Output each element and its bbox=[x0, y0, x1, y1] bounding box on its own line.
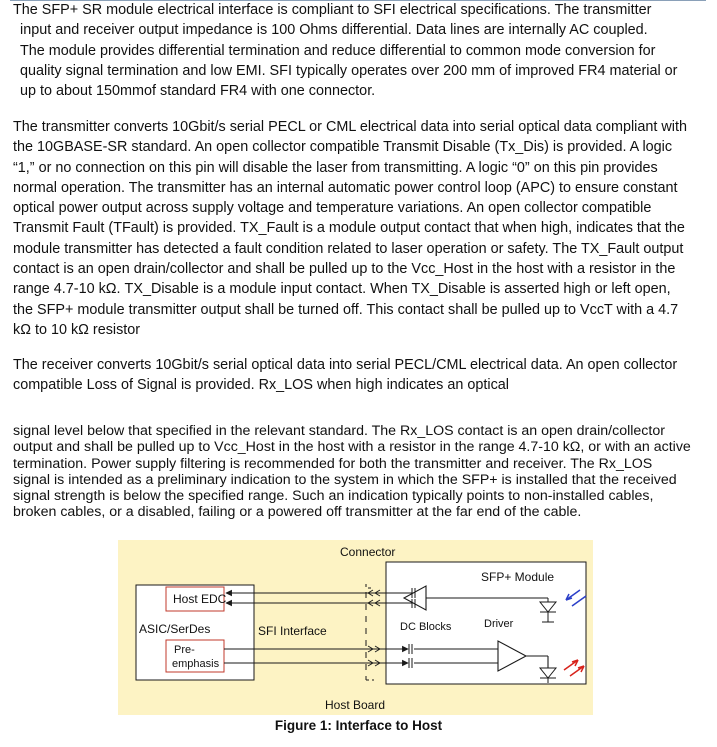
text-line: kΩ to 10 kΩ resistor bbox=[13, 321, 141, 338]
text-line: The receiver converts 10Gbit/s serial optical data into serial PECL/CML electrical data. An open collector bbox=[13, 357, 678, 373]
sfi-interface-label: SFI Interface bbox=[258, 624, 327, 638]
text-line: up to about 150mmof standard FR4 with one connector. bbox=[20, 83, 376, 100]
text-line: the SFP+ module transmitter output shall be turned off. This contact shall be pulled up to VccT with a 4.7 bbox=[13, 301, 679, 318]
text-line: signal is intended as a preliminary indication to the system in which the SFP+ is installed that the received bbox=[13, 471, 677, 488]
text-line: optical power output across supply voltage and temperature variations. An open collector compatible bbox=[13, 200, 652, 217]
text-line: signal strength is below the specified range. Such an indication typically points to non-installed cables, bbox=[13, 488, 654, 505]
text-line: contact is an open drain/collector and shall be pulled up to the Vcc_Host in the host with a resistor in the bbox=[13, 261, 676, 278]
text-line: output and shall be pulled up to Vcc_Host in the host with a resistor in the range 4.7-10 kΩ, or with an active bbox=[13, 439, 691, 456]
paragraph-transmitter bbox=[13, 117, 703, 340]
text-line: signal level below that specified in the relevant standard. The Rx_LOS contact is an open drain/collector bbox=[13, 423, 665, 439]
text-line: The transmitter converts 10Gbit/s serial PECL or CML electrical data into serial optical data compliant with bbox=[13, 119, 687, 135]
pre-emphasis-label-2: emphasis bbox=[172, 658, 220, 670]
pre-emphasis-label-1: Pre- bbox=[174, 644, 195, 656]
paragraph-electrical-interface bbox=[13, 0, 703, 101]
host-board-label: Host Board bbox=[325, 698, 386, 712]
text-line: “1,” or no connection on this pin will disable the laser from transmitting. A logic “0” on this pin provides bbox=[13, 159, 658, 176]
text-line: termination. Power supply filtering is recommended for both the transmitter and receiver. The Rx_LOS bbox=[13, 455, 653, 472]
text-line: quality signal termination and low EMI. SFI typically operates over 200 mm of improved FR4 material or bbox=[20, 62, 678, 79]
text-line: The module provides differential termination and reduce differential to common mode conversion for bbox=[20, 42, 656, 59]
text-line: The SFP+ SR module electrical interface is compliant to SFI electrical specifications. The transmitter bbox=[13, 2, 652, 18]
text-line: range 4.7-10 kΩ. TX_Disable is a module input contact. When TX_Disable is asserted high or left open, bbox=[13, 281, 671, 298]
paragraph-rx-los bbox=[13, 423, 703, 521]
text-line: broken cables, or a disabled, failing or a powered off transmitter at the far end of the cable. bbox=[13, 504, 582, 521]
figure-caption: Figure 1: Interface to Host bbox=[274, 718, 443, 733]
dc-blocks-label: DC Blocks bbox=[400, 621, 452, 633]
asic-serdes-label: ASIC/SerDes bbox=[139, 622, 211, 636]
sfp-module-label: SFP+ Module bbox=[481, 570, 555, 584]
paragraph-receiver bbox=[13, 355, 703, 396]
host-edc-label: Host EDC bbox=[173, 592, 227, 606]
driver-label: Driver bbox=[484, 618, 514, 630]
text-line: the 10GBASE-SR standard. An open collector compatible Transmit Disable (Tx_Dis) is provided. A logic bbox=[13, 139, 673, 156]
interface-to-host-diagram bbox=[118, 540, 593, 715]
text-line: module transmitter has detected a fault condition related to laser operation or safety. The TX_Fault output bbox=[13, 240, 684, 257]
connector-label: Connector bbox=[340, 545, 396, 559]
text-line: Transmit Fault (TFault) is provided. TX_Fault is a module output contact that when high, indicates that the bbox=[13, 220, 685, 237]
text-line: input and receiver output impedance is 100 Ohms differential. Data lines are internally AC coupled. bbox=[20, 22, 648, 39]
text-line: compatible Loss of Signal is provided. Rx_LOS when high indicates an optical bbox=[13, 377, 509, 394]
text-line: normal operation. The transmitter has an internal automatic power control loop (APC) to ensure constant bbox=[13, 179, 678, 196]
